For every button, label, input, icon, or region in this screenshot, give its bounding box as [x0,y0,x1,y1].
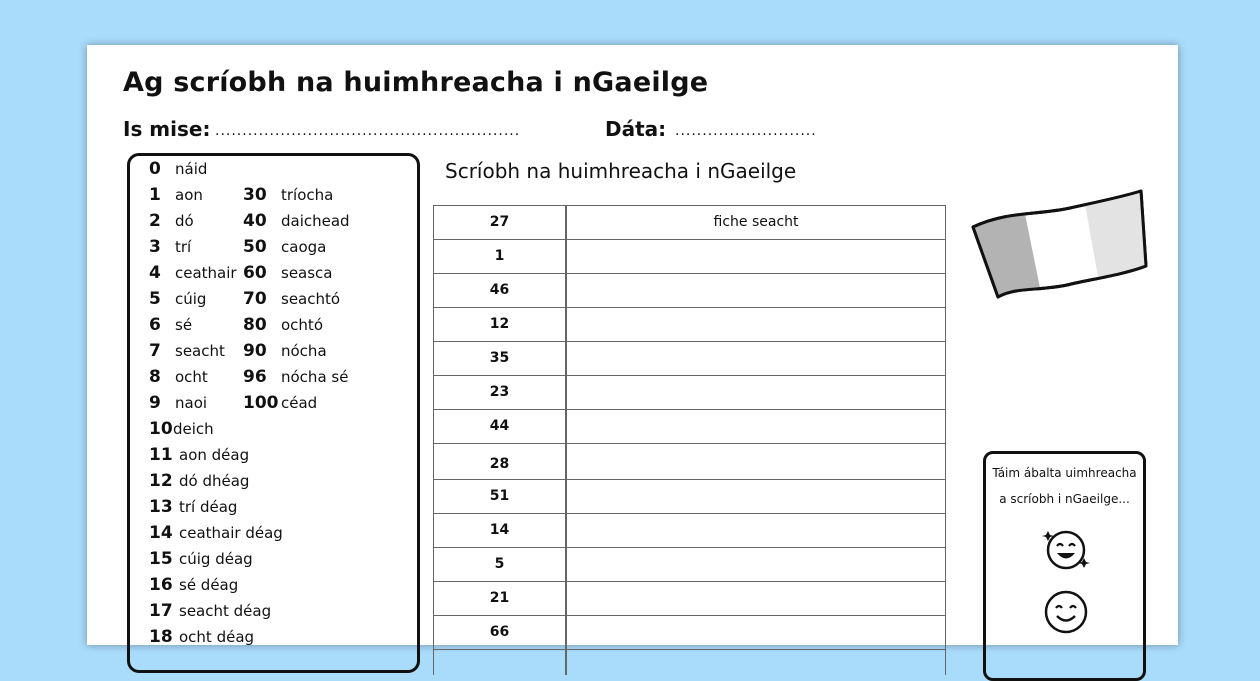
worksheet-title: Ag scríobh na huimhreacha i nGaeilge [123,67,709,98]
row-number: 51 [489,488,510,504]
number-digit: 5 [149,289,161,309]
table-row [434,308,945,342]
number-digit: 100 [243,393,279,413]
number-digit: 40 [243,211,267,231]
number-digit: 1 [149,185,161,205]
number-word: cúig [175,290,207,308]
date-label: Dáta: [605,117,667,141]
table-row [434,342,945,376]
number-digit: 18 [149,627,173,647]
row-number: 23 [489,384,510,400]
irish-flag-icon [967,185,1152,310]
name-fill-line[interactable]: ........................................................ [215,123,521,139]
number-word: ocht [175,368,208,386]
number-digit: 12 [149,471,173,491]
number-word: seacht déag [179,602,272,620]
answer-cell[interactable]: fiche seacht [713,214,799,230]
row-number: 66 [489,624,510,640]
number-digit: 3 [149,237,161,257]
number-word: nócha sé [281,368,349,386]
table-row [434,616,945,650]
number-digit: 30 [243,185,267,205]
table-row [434,582,945,616]
number-digit: 11 [149,445,173,465]
table-row [434,206,945,240]
number-digit: 10 [149,419,173,439]
table-row [434,548,945,582]
exercise-instruction: Scríobh na huimhreacha i nGaeilge [445,159,797,183]
happy-face-icon[interactable] [1042,588,1090,636]
number-word: caoga [281,238,327,256]
very-happy-face-icon[interactable] [1040,524,1092,576]
exercise-table [433,205,946,675]
number-digit: 70 [243,289,267,309]
number-word: aon [175,186,203,204]
number-digit: 7 [149,341,161,361]
number-word: ceathair déag [179,524,283,542]
number-word: daichead [281,212,350,230]
number-digit: 6 [149,315,161,335]
number-word: céad [281,394,318,412]
number-word: seacht [175,342,225,360]
name-label: Is mise: [123,117,211,141]
row-number: 44 [489,418,510,434]
row-number: 35 [489,350,510,366]
number-digit: 16 [149,575,173,595]
number-word: naoi [175,394,208,412]
number-word: trí [175,238,192,256]
number-digit: 15 [149,549,173,569]
number-word: cúig déag [179,550,253,568]
number-word: sé déag [179,576,239,594]
row-number: 12 [489,316,510,332]
number-word: nócha [281,342,327,360]
self-assessment-line-2: a scríobh i nGaeilge... [999,492,1130,506]
table-row [434,444,945,480]
number-word: deich [173,420,214,438]
number-word: trí déag [179,498,238,516]
date-fill-line[interactable]: .......................... [675,123,817,139]
row-number: 5 [494,556,505,572]
number-digit: 9 [149,393,161,413]
self-assessment-line-1: Táim ábalta uimhreacha [992,466,1137,480]
number-word: dó dhéag [179,472,250,490]
self-assessment-box [983,451,1146,681]
number-word: dó [175,212,194,230]
number-digit: 60 [243,263,267,283]
number-word: seachtó [281,290,341,308]
row-number: 14 [489,522,510,538]
number-word: ochtó [281,316,323,334]
table-row [434,480,945,514]
number-digit: 90 [243,341,267,361]
table-row [434,240,945,274]
row-number: 28 [489,456,510,472]
number-word: tríocha [281,186,334,204]
row-number: 46 [489,282,510,298]
table-row [434,410,945,444]
table-row [434,514,945,548]
number-digit: 2 [149,211,161,231]
number-digit: 50 [243,237,267,257]
row-number: 21 [489,590,510,606]
number-digit: 96 [243,367,267,387]
name-date-row [123,117,843,143]
worksheet-page [87,45,1178,645]
number-reference-box [127,153,420,673]
table-row [434,274,945,308]
row-number: 27 [489,214,510,230]
number-digit: 80 [243,315,267,335]
table-row [434,376,945,410]
number-word: seasca [281,264,333,282]
row-number: 1 [494,248,505,264]
number-word: sé [175,316,193,334]
number-word: ceathair [175,264,237,282]
number-digit: 13 [149,497,173,517]
number-digit: 4 [149,263,161,283]
number-word: aon déag [179,446,250,464]
number-digit: 8 [149,367,161,387]
number-word: ocht déag [179,628,255,646]
number-word: náid [175,160,208,178]
number-digit: 0 [149,159,161,179]
number-digit: 14 [149,523,173,543]
number-digit: 17 [149,601,173,621]
